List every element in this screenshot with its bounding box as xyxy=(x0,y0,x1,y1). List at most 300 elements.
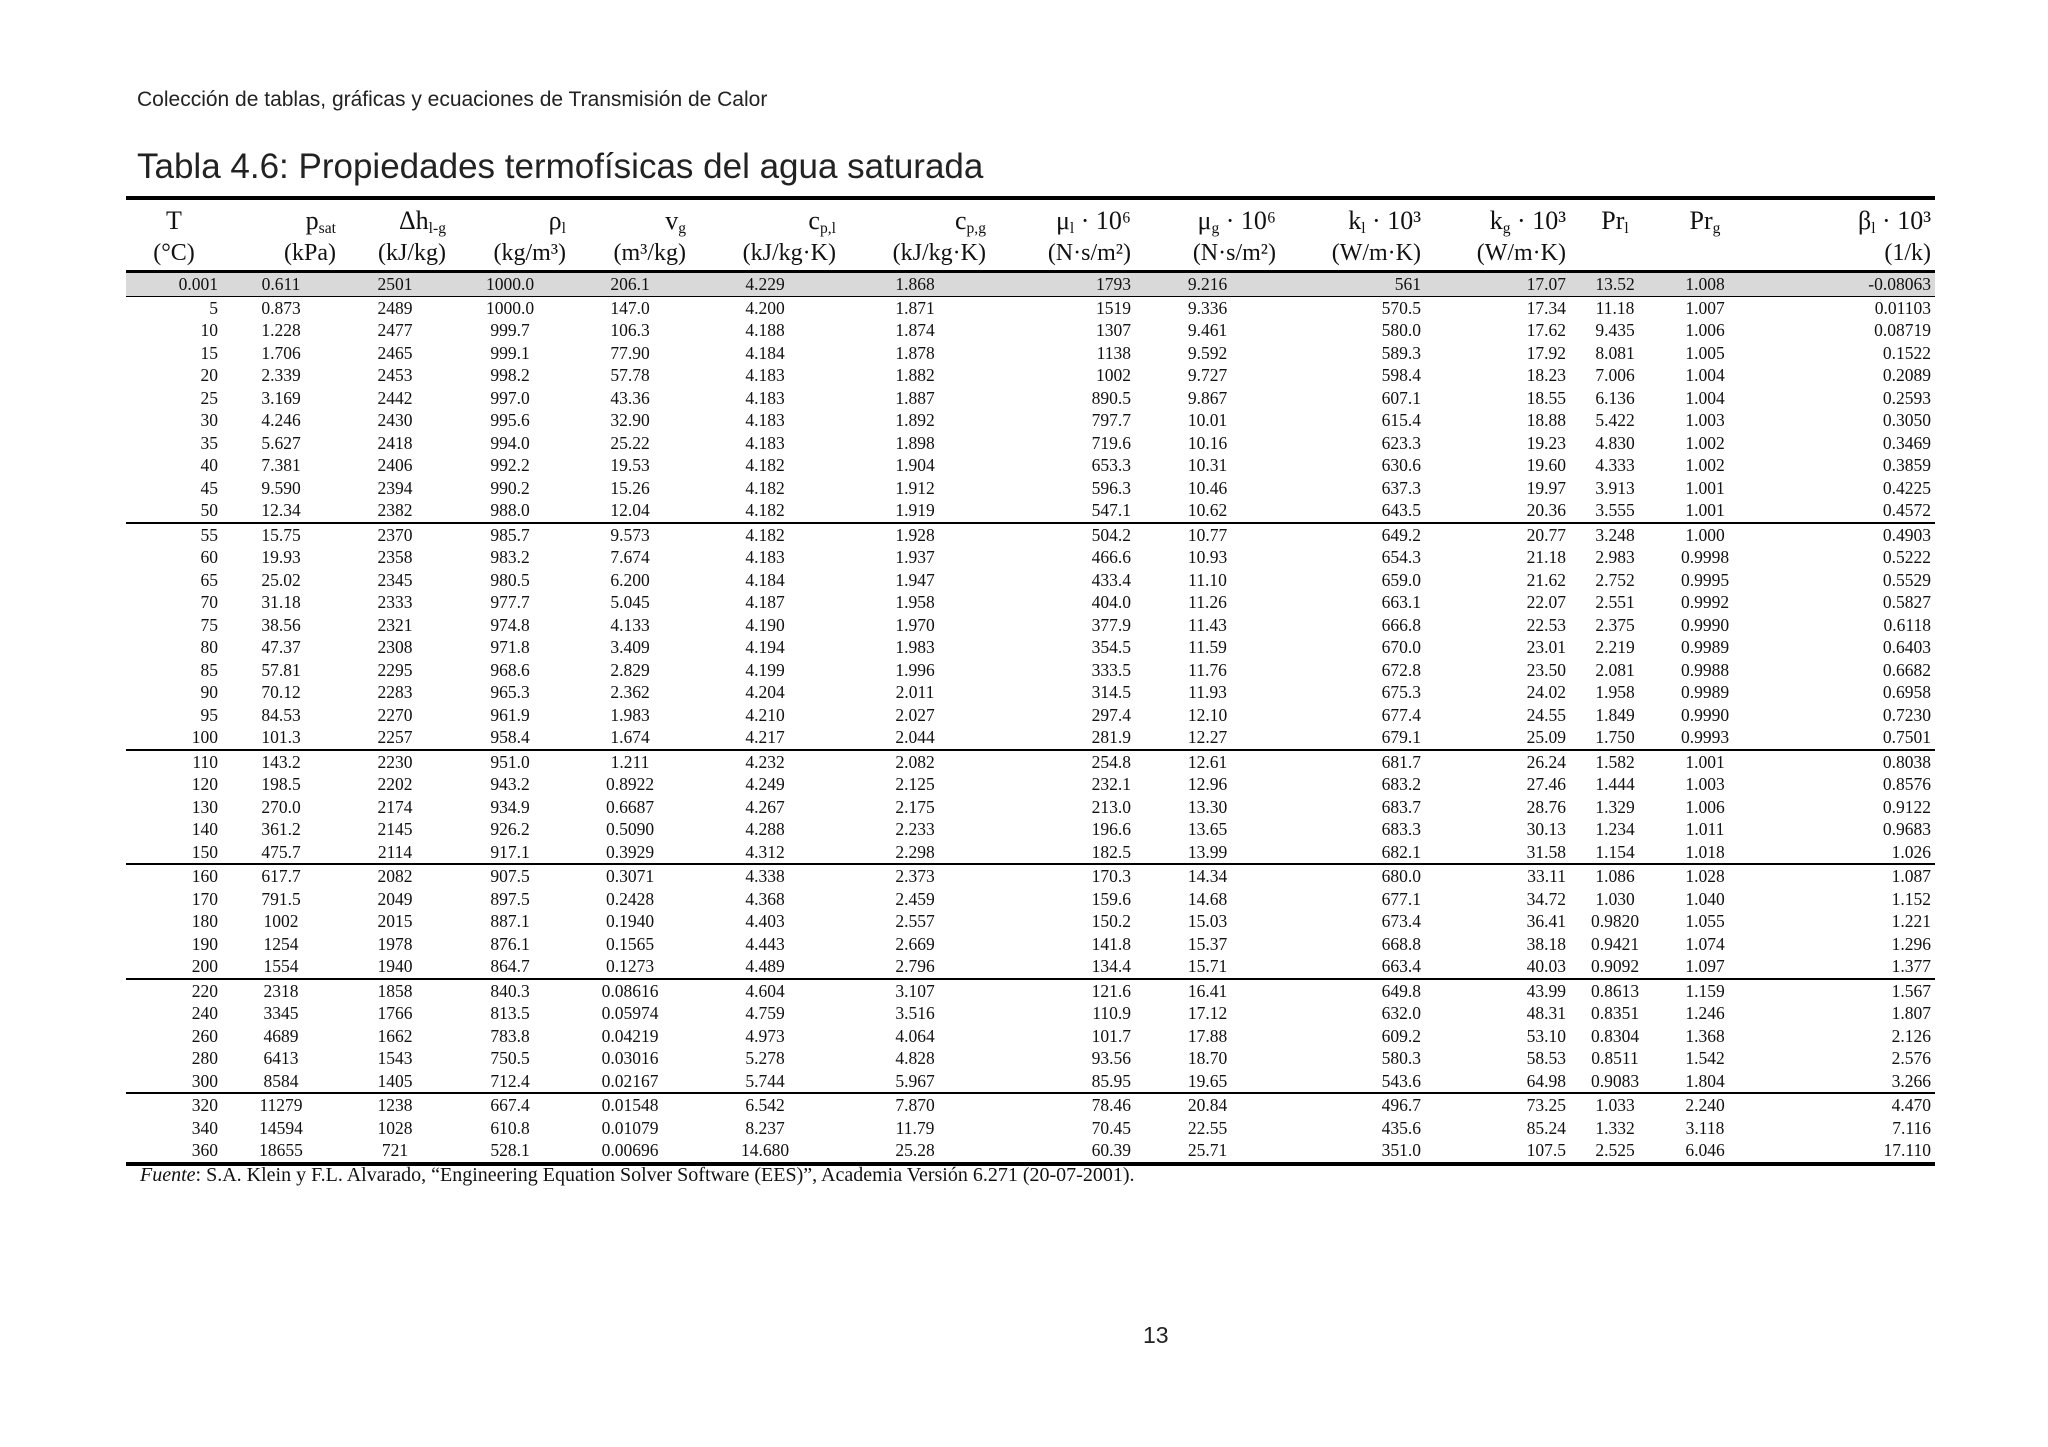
table-cell: 141.8 xyxy=(1091,933,1131,954)
table-cell: 4.182 xyxy=(745,524,785,545)
table-cell: 4.312 xyxy=(690,841,840,865)
table-cell: 4.199 xyxy=(745,659,785,680)
table-cell: 994.0 xyxy=(490,432,530,453)
table-row xyxy=(126,477,1935,500)
table-cell: 4.249 xyxy=(745,774,785,795)
table-cell: 1.919 xyxy=(840,499,990,523)
table-cell: 1.002 xyxy=(1685,432,1725,453)
column-header-symbol xyxy=(840,198,990,236)
table-cell: 182.5 xyxy=(990,841,1135,865)
table-cell: 609.2 xyxy=(1381,1025,1421,1046)
table-cell: 1.958 xyxy=(1595,682,1635,703)
table-cell: 198.5 xyxy=(261,774,301,795)
table-cell: 907.5 xyxy=(490,866,530,887)
column-subscript: l xyxy=(561,219,566,237)
table-cell: 0.6118 xyxy=(1883,614,1931,635)
table-cell: 9.727 xyxy=(1187,365,1228,386)
table-cell: 1405 xyxy=(340,1070,450,1094)
table-cell: 140 xyxy=(191,819,218,840)
table-cell: 32.90 xyxy=(610,410,650,431)
table-cell: 607.1 xyxy=(1381,387,1421,408)
table-cell: 121.6 xyxy=(1091,980,1131,1001)
table-cell: 1.234 xyxy=(1595,819,1635,840)
table-cell: 101.7 xyxy=(1091,1025,1131,1046)
table-cell: 240 xyxy=(191,1003,218,1024)
table-cell: 6.542 xyxy=(745,1095,785,1116)
table-cell: 1.026 xyxy=(1750,841,1935,865)
table-cell: 659.0 xyxy=(1381,569,1421,590)
table-cell: 1.377 xyxy=(1750,955,1935,979)
table-cell: 1.970 xyxy=(895,614,935,635)
table-cell: 917.1 xyxy=(450,841,570,865)
table-cell: 0.08616 xyxy=(601,980,659,1001)
column-header-unit: (1/k) xyxy=(1750,236,1935,272)
table-cell: 0.9990 xyxy=(1680,704,1730,725)
table-cell: 4.288 xyxy=(745,819,785,840)
table-cell: 0.001 xyxy=(126,272,222,297)
table-cell: 683.3 xyxy=(1381,819,1421,840)
table-cell: 1.033 xyxy=(1595,1095,1635,1116)
table-cell: 20.77 xyxy=(1526,524,1566,545)
table-cell: 2.082 xyxy=(895,751,935,772)
table-cell: 988.0 xyxy=(450,499,570,523)
table-cell: 0.5827 xyxy=(1882,592,1931,613)
table-cell: 20.36 xyxy=(1425,499,1570,523)
table-cell: 11.10 xyxy=(1188,569,1227,590)
table-cell: 968.6 xyxy=(490,659,530,680)
table-cell: 30 xyxy=(200,410,218,431)
table-cell: 120 xyxy=(191,774,218,795)
table-cell: 130 xyxy=(191,796,218,817)
column-symbol: v xyxy=(665,206,679,235)
table-cell: 11.59 xyxy=(1188,637,1227,658)
table-cell: 1.887 xyxy=(895,387,935,408)
table-cell: 1.008 xyxy=(1660,272,1750,297)
table-cell: 0.8922 xyxy=(605,774,655,795)
column-header-unit: (kJ/kg·K) xyxy=(840,236,990,272)
table-cell: 4.182 xyxy=(690,499,840,523)
table-cell: 2.125 xyxy=(895,774,935,795)
table-row xyxy=(126,1025,1935,1048)
table-cell: 40.03 xyxy=(1425,955,1570,979)
table-cell: 1.912 xyxy=(895,477,935,498)
table-cell: 995.6 xyxy=(490,410,530,431)
table-cell: 13.99 xyxy=(1135,841,1280,865)
table-cell: 15 xyxy=(200,342,218,363)
table-cell: 21.62 xyxy=(1526,569,1566,590)
column-header-unit: (W/m·K) xyxy=(1280,236,1425,272)
table-row xyxy=(126,614,1935,637)
table-row xyxy=(126,454,1935,477)
table-cell: 1.001 xyxy=(1685,751,1725,772)
table-cell: 0.00696 xyxy=(570,1139,690,1164)
table-cell: 0.08719 xyxy=(1874,320,1931,341)
table-cell: 5.627 xyxy=(261,432,301,453)
table-cell: 435.6 xyxy=(1381,1117,1421,1138)
table-cell: 17.88 xyxy=(1187,1025,1228,1046)
table-cell: 672.8 xyxy=(1381,659,1421,680)
table-cell: 1.087 xyxy=(1891,866,1931,887)
table-cell: 797.7 xyxy=(1091,410,1131,431)
table-cell: 351.0 xyxy=(1280,1139,1425,1164)
table-cell: 0.2593 xyxy=(1882,387,1931,408)
table-cell: 504.2 xyxy=(1091,524,1131,545)
table-row xyxy=(126,1047,1935,1070)
table-cell: 1.892 xyxy=(895,410,935,431)
table-cell: 983.2 xyxy=(490,547,530,568)
table-cell: 147.0 xyxy=(610,297,650,318)
table-cell: 0.03016 xyxy=(601,1048,659,1069)
table-cell: 813.5 xyxy=(490,1003,530,1024)
table-cell: 43.36 xyxy=(610,387,650,408)
table-cell: -0.08063 xyxy=(1750,272,1935,297)
table-cell: 2174 xyxy=(377,796,413,817)
table-row xyxy=(126,1139,1935,1164)
table-cell: 0.9989 xyxy=(1680,637,1730,658)
table-row xyxy=(126,1117,1935,1140)
table-cell: 0.9998 xyxy=(1680,547,1730,568)
table-cell: 2.126 xyxy=(1891,1025,1931,1046)
table-cell: 4.183 xyxy=(745,432,785,453)
table-cell: 864.7 xyxy=(450,955,570,979)
table-cell: 2477 xyxy=(377,320,413,341)
table-cell: 84.53 xyxy=(261,704,301,725)
table-cell: 1.004 xyxy=(1685,387,1725,408)
table-cell: 93.56 xyxy=(1091,1048,1131,1069)
table-row xyxy=(126,1070,1935,1094)
table-cell: 60 xyxy=(200,547,218,568)
table-cell: 1.882 xyxy=(895,365,935,386)
table-cell: 712.4 xyxy=(450,1070,570,1094)
table-cell: 1.006 xyxy=(1685,796,1725,817)
table-cell: 1.003 xyxy=(1685,410,1725,431)
table-cell: 2145 xyxy=(377,819,413,840)
table-cell: 999.7 xyxy=(490,320,530,341)
column-header-symbol xyxy=(340,198,450,236)
table-cell: 1000.0 xyxy=(450,272,570,297)
table-cell: 70.45 xyxy=(1091,1117,1131,1138)
column-header-symbol xyxy=(1425,198,1570,236)
table-cell: 677.4 xyxy=(1381,704,1421,725)
table-cell: 1028 xyxy=(377,1117,413,1138)
table-cell: 16.41 xyxy=(1187,980,1228,1001)
table-cell: 17.92 xyxy=(1526,342,1566,363)
table-row xyxy=(126,888,1935,911)
table-cell: 1.005 xyxy=(1685,342,1725,363)
table-cell: 22.53 xyxy=(1526,614,1566,635)
table-cell: 433.4 xyxy=(1091,569,1131,590)
table-cell: 2.233 xyxy=(895,819,935,840)
table-cell: 48.31 xyxy=(1526,1003,1566,1024)
table-cell: 0.3071 xyxy=(605,866,655,887)
column-subscript: g xyxy=(1211,219,1220,237)
column-header-symbol xyxy=(222,198,340,236)
table-cell: 561 xyxy=(1280,272,1425,297)
table-cell: 1.947 xyxy=(895,569,935,590)
table-cell: 2295 xyxy=(377,659,413,680)
table-cell: 206.1 xyxy=(570,272,690,297)
table-cell: 4.184 xyxy=(745,342,785,363)
table-cell: 180 xyxy=(191,911,218,932)
table-cell: 4.187 xyxy=(745,592,785,613)
table-cell: 25.71 xyxy=(1135,1139,1280,1164)
table-cell: 663.4 xyxy=(1280,955,1425,979)
table-cell: 11.43 xyxy=(1188,614,1227,635)
table-cell: 547.1 xyxy=(990,499,1135,523)
table-cell: 615.4 xyxy=(1381,410,1421,431)
table-cell: 9.435 xyxy=(1595,320,1635,341)
table-cell: 680.0 xyxy=(1381,866,1421,887)
table-cell: 38.18 xyxy=(1526,933,1566,954)
table-cell: 0.9083 xyxy=(1570,1070,1660,1094)
table-cell: 57.81 xyxy=(261,659,301,680)
table-cell: 5 xyxy=(209,297,218,318)
table-cell: 1.332 xyxy=(1595,1117,1635,1138)
table-cell: 1.030 xyxy=(1595,888,1635,909)
table-cell: 90 xyxy=(200,682,218,703)
table-cell: 25.28 xyxy=(840,1139,990,1164)
table-cell: 0.9122 xyxy=(1882,796,1931,817)
table-cell: 466.6 xyxy=(1091,547,1131,568)
table-cell: 2.796 xyxy=(840,955,990,979)
table-cell: 0.8576 xyxy=(1882,774,1931,795)
table-cell: 791.5 xyxy=(261,888,301,909)
table-cell: 1.368 xyxy=(1685,1025,1725,1046)
table-cell: 0.9421 xyxy=(1590,933,1640,954)
table-cell: 1.444 xyxy=(1595,774,1635,795)
table-cell: 159.6 xyxy=(1091,888,1131,909)
table-cell: 9.867 xyxy=(1187,387,1228,408)
table-cell: 1940 xyxy=(340,955,450,979)
table-cell: 25.09 xyxy=(1425,726,1570,750)
table-cell: 17.12 xyxy=(1187,1003,1228,1024)
column-subscript: p,g xyxy=(966,219,986,237)
table-cell: 0.7501 xyxy=(1750,726,1935,750)
table-cell: 2.298 xyxy=(840,841,990,865)
column-header-symbol xyxy=(450,198,570,236)
column-symbol: k xyxy=(1348,206,1362,235)
table-cell: 30.13 xyxy=(1526,819,1566,840)
table-cell: 887.1 xyxy=(490,911,530,932)
table-cell: 1.097 xyxy=(1660,955,1750,979)
table-cell: 17.110 xyxy=(1750,1139,1935,1164)
table-cell: 11.76 xyxy=(1188,659,1227,680)
table-cell: 4.182 xyxy=(745,455,785,476)
column-factor: · 10³ xyxy=(1510,206,1566,235)
table-cell: 934.9 xyxy=(490,796,530,817)
table-cell: 589.3 xyxy=(1381,342,1421,363)
table-cell: 1.750 xyxy=(1570,726,1660,750)
table-cell: 2345 xyxy=(377,569,413,590)
column-symbol: μ xyxy=(1055,206,1070,235)
table-cell: 0.6682 xyxy=(1882,659,1931,680)
saturated-water-properties-table xyxy=(126,196,1935,1166)
table-cell: 0.01548 xyxy=(601,1095,659,1116)
table-cell: 0.8038 xyxy=(1882,751,1931,772)
table-cell: 951.0 xyxy=(490,751,530,772)
table-cell: 1.874 xyxy=(895,320,935,341)
table-cell: 623.3 xyxy=(1381,432,1421,453)
table-cell: 1.871 xyxy=(895,297,935,318)
table-cell: 971.8 xyxy=(490,637,530,658)
table-cell: 0.611 xyxy=(222,272,340,297)
table-cell: 2283 xyxy=(377,682,413,703)
column-header-symbol xyxy=(990,198,1135,236)
table-cell: 12.34 xyxy=(222,499,340,523)
table-cell: 260 xyxy=(191,1025,218,1046)
table-cell: 0.5529 xyxy=(1882,569,1931,590)
table-cell: 7.870 xyxy=(895,1095,935,1116)
table-cell: 0.9989 xyxy=(1680,682,1730,703)
table-cell: 670.0 xyxy=(1381,637,1421,658)
table-cell: 663.1 xyxy=(1381,592,1421,613)
table-cell: 0.04219 xyxy=(601,1025,659,1046)
table-cell: 0.3050 xyxy=(1882,410,1931,431)
table-cell: 2382 xyxy=(340,499,450,523)
table-cell: 7.116 xyxy=(1892,1117,1931,1138)
table-cell: 70 xyxy=(200,592,218,613)
table-cell: 10.16 xyxy=(1187,432,1228,453)
table-cell: 1.898 xyxy=(895,432,935,453)
table-cell: 1766 xyxy=(377,1003,413,1024)
table-cell: 10.46 xyxy=(1187,477,1228,498)
table-cell: 0.3929 xyxy=(570,841,690,865)
table-cell: 5.744 xyxy=(690,1070,840,1094)
table-cell: 580.3 xyxy=(1381,1048,1421,1069)
table-cell: 0.8351 xyxy=(1590,1003,1640,1024)
column-symbol: c xyxy=(808,206,820,235)
table-cell: 5.278 xyxy=(745,1048,785,1069)
column-header-unit: (kJ/kg) xyxy=(340,236,450,272)
table-cell: 719.6 xyxy=(1091,432,1131,453)
table-cell: 679.1 xyxy=(1280,726,1425,750)
table-cell: 95 xyxy=(200,704,218,725)
table-cell: 2257 xyxy=(340,726,450,750)
table-cell: 9.590 xyxy=(261,477,301,498)
table-cell: 649.2 xyxy=(1381,524,1421,545)
table-cell: 2.557 xyxy=(895,911,935,932)
table-cell: 1.804 xyxy=(1660,1070,1750,1094)
table-cell: 0.1273 xyxy=(570,955,690,979)
table-cell: 649.8 xyxy=(1381,980,1421,1001)
table-cell: 4.229 xyxy=(690,272,840,297)
column-header-unit: (W/m·K) xyxy=(1425,236,1570,272)
table-row xyxy=(126,659,1935,682)
table-cell: 45 xyxy=(200,477,218,498)
table-cell: 1.001 xyxy=(1685,477,1725,498)
table-cell: 677.1 xyxy=(1381,888,1421,909)
table-cell: 1002 xyxy=(263,911,299,932)
table-cell: 4689 xyxy=(263,1025,299,1046)
table-cell: 0.6958 xyxy=(1882,682,1931,703)
table-cell: 1.000 xyxy=(1685,524,1725,545)
table-cell: 134.4 xyxy=(990,955,1135,979)
column-symbol: Pr xyxy=(1689,206,1713,235)
table-cell: 23.50 xyxy=(1526,659,1566,680)
table-cell: 3.118 xyxy=(1685,1117,1725,1138)
table-cell: 1238 xyxy=(377,1095,413,1116)
table-cell: 5.422 xyxy=(1595,410,1635,431)
table-cell: 610.8 xyxy=(490,1117,530,1138)
table-cell: 13.30 xyxy=(1187,796,1228,817)
table-cell: 4.190 xyxy=(745,614,785,635)
column-subscript: l xyxy=(1624,219,1629,237)
table-cell: 1000.0 xyxy=(485,297,535,318)
table-cell: 1.028 xyxy=(1685,866,1725,887)
table-cell: 12.61 xyxy=(1187,751,1228,772)
table-cell: 36.41 xyxy=(1526,911,1566,932)
source-label: Fuente xyxy=(140,1164,196,1186)
table-cell: 9.216 xyxy=(1135,272,1280,297)
table-cell: 12.04 xyxy=(570,499,690,523)
table-cell: 9.592 xyxy=(1187,342,1228,363)
table-cell: 15.03 xyxy=(1187,911,1228,932)
table-cell: 2.362 xyxy=(610,682,650,703)
table-cell: 5.045 xyxy=(610,592,650,613)
table-cell: 0.1940 xyxy=(605,911,655,932)
column-header-symbol xyxy=(690,198,840,236)
table-cell: 220 xyxy=(191,980,218,1001)
table-cell: 0.9820 xyxy=(1590,911,1640,932)
table-cell: 21.18 xyxy=(1526,547,1566,568)
table-row xyxy=(126,569,1935,592)
table-cell: 38.56 xyxy=(261,614,301,635)
table-cell: 2501 xyxy=(340,272,450,297)
table-cell: 1.006 xyxy=(1685,320,1725,341)
table-cell: 0.4572 xyxy=(1750,499,1935,523)
table-cell: 2.175 xyxy=(895,796,935,817)
table-cell: 0.3859 xyxy=(1882,455,1931,476)
table-row xyxy=(126,1002,1935,1025)
table-cell: 1.567 xyxy=(1891,980,1931,1001)
table-cell: 11.18 xyxy=(1595,297,1635,318)
table-cell: 4.246 xyxy=(261,410,301,431)
table-cell: 3.913 xyxy=(1595,477,1635,498)
table-row xyxy=(126,750,1935,774)
column-header-symbol xyxy=(1135,198,1280,236)
table-cell: 2.044 xyxy=(840,726,990,750)
table-cell: 377.9 xyxy=(1091,614,1131,635)
table-cell: 2.240 xyxy=(1685,1095,1725,1116)
table-cell: 1.582 xyxy=(1595,751,1635,772)
table-cell: 281.9 xyxy=(990,726,1135,750)
table-row xyxy=(126,499,1935,523)
table-cell: 10.93 xyxy=(1187,547,1228,568)
table-cell: 354.5 xyxy=(1091,637,1131,658)
table-cell: 0.5222 xyxy=(1882,547,1931,568)
table-cell: 300 xyxy=(126,1070,222,1094)
table-cell: 18655 xyxy=(222,1139,340,1164)
column-subscript: g xyxy=(1502,219,1511,237)
table-cell: 0.7230 xyxy=(1882,704,1931,725)
table-cell: 0.02167 xyxy=(570,1070,690,1094)
table-cell: 106.3 xyxy=(610,320,650,341)
table-cell: 14.680 xyxy=(690,1139,840,1164)
table-cell: 681.7 xyxy=(1381,751,1421,772)
table-cell: 19.93 xyxy=(261,547,301,568)
table-cell: 653.3 xyxy=(1091,455,1131,476)
table-cell: 1.958 xyxy=(895,592,935,613)
table-cell: 170.3 xyxy=(1091,866,1131,887)
table-cell: 998.2 xyxy=(490,365,530,386)
table-cell: 8.237 xyxy=(745,1117,785,1138)
table-cell: 9.336 xyxy=(1187,297,1228,318)
table-cell: 2465 xyxy=(377,342,413,363)
table-cell: 100 xyxy=(126,726,222,750)
table-cell: 17.62 xyxy=(1526,320,1566,341)
table-row xyxy=(126,933,1935,956)
table-row xyxy=(126,796,1935,819)
